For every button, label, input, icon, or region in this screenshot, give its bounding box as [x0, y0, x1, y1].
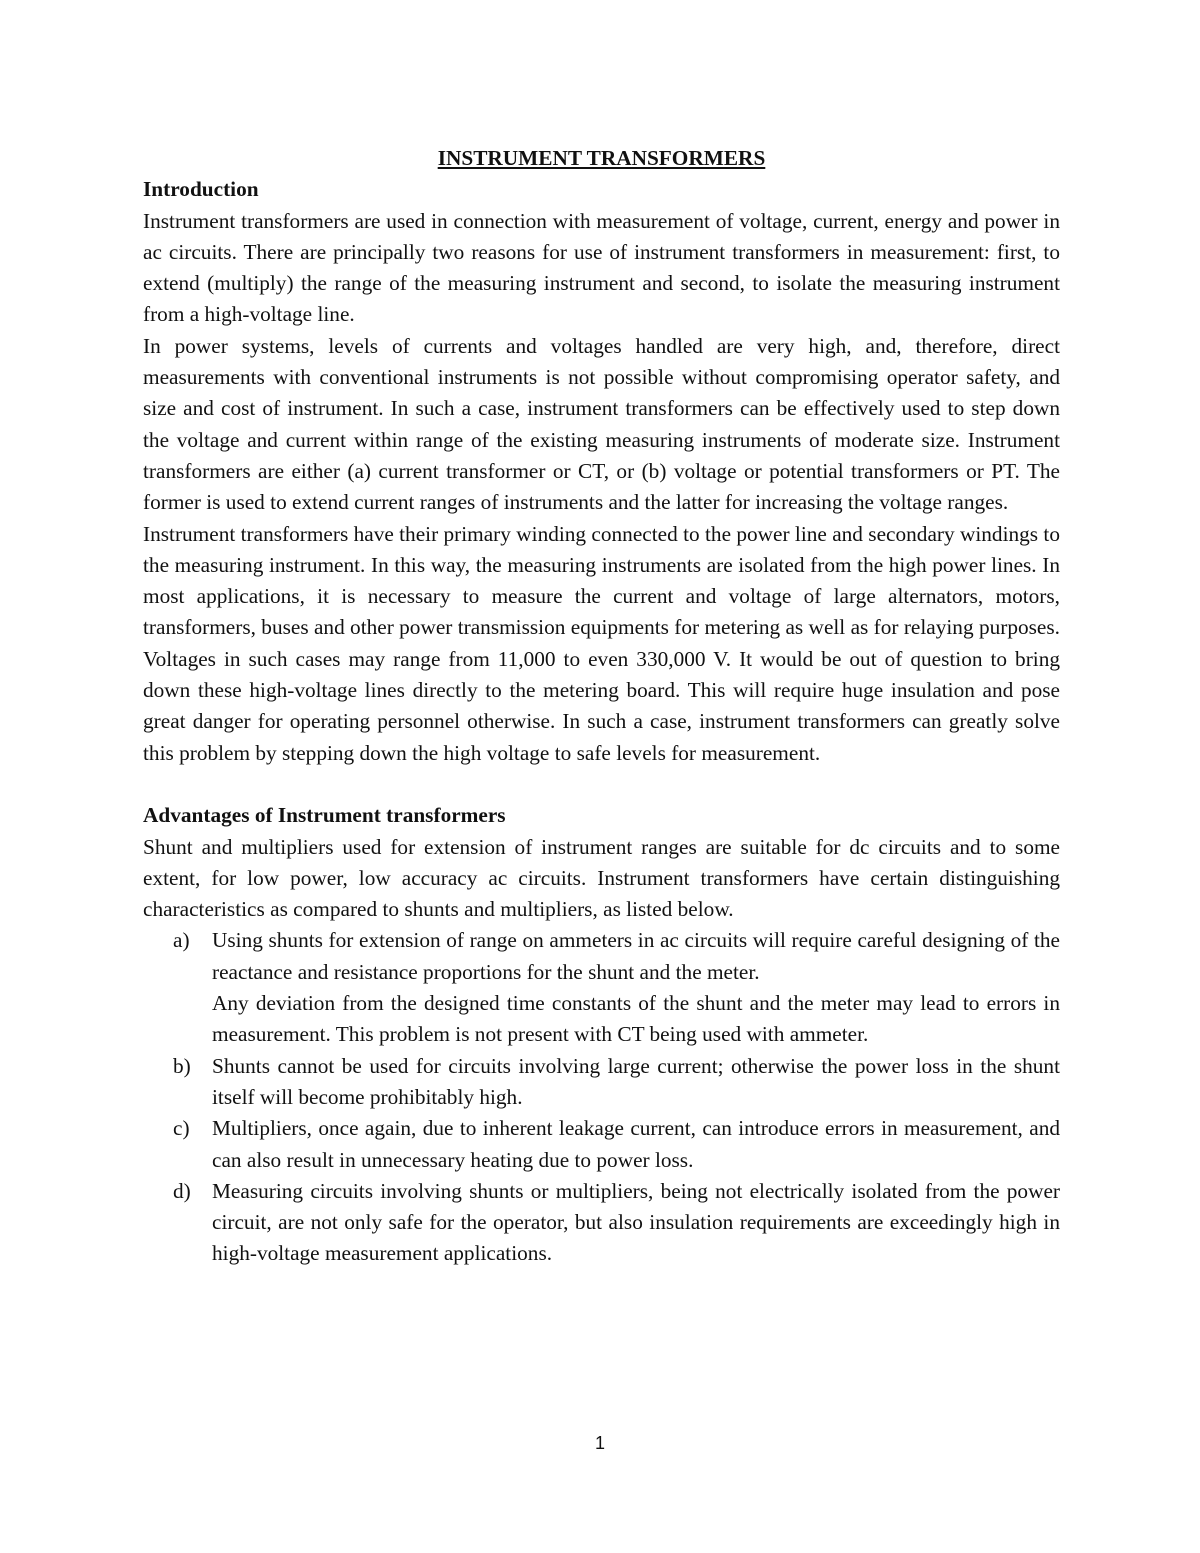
- intro-paragraph-1: Instrument transformers are used in connection with measurement of voltage, current, energy and power in ac circuits. There are principally two reasons for use of instrument transformers in measurement: first, to extend (multiply) the range of the measuring instrument and second, to isolate the measuring instrument from a high-voltage line.: [143, 208, 1060, 327]
- list-marker: a): [173, 928, 190, 953]
- list-marker: b): [173, 1053, 191, 1078]
- advantages-list: [143, 925, 1060, 1269]
- list-marker: c): [173, 1116, 190, 1141]
- page-number: 1: [594, 1433, 605, 1453]
- intro-heading: Introduction: [143, 177, 259, 202]
- page-title: INSTRUMENT TRANSFORMERS: [437, 146, 766, 170]
- intro-paragraph-2: In power systems, levels of currents and voltages handled are very high, and, therefore, direct measurements with conventional instruments is not possible without compromising operator safety, and size and cost of instrument. In such a case, instrument transformers can be effectively used to step down the voltage and current within range of the existing measuring instruments of moderate size. Instrument transformers are either (a) current transformer or CT, or (b) voltage or potential transformers or PT. The former is used to extend current ranges of instruments and the latter for increasing the voltage ranges.: [143, 333, 1060, 515]
- advantages-heading: Advantages of Instrument transformers: [143, 803, 506, 828]
- list-item-text: Using shunts for extension of range on ammeters in ac circuits will require careful designing of the reactance and resistance proportions for the shunt and the meter.: [212, 928, 1060, 984]
- list-item: [143, 1113, 1060, 1176]
- list-item-text: Shunts cannot be used for circuits involving large current; otherwise the power loss in the shunt itself will become prohibitably high.: [212, 1053, 1060, 1109]
- list-item-text: Measuring circuits involving shunts or multipliers, being not electrically isolated from the power circuit, are not only safe for the operator, but also insulation requirements are exceedingly high in high-voltage measurement applications.: [212, 1178, 1060, 1266]
- list-item-subtext: Any deviation from the designed time constants of the shunt and the meter may lead to errors in measurement. This problem is not present with CT being used with ammeter.: [212, 991, 1060, 1047]
- list-marker: d): [173, 1178, 191, 1203]
- list-item: [143, 1176, 1060, 1270]
- page-content: [143, 143, 1060, 1270]
- advantages-paragraph: Shunt and multipliers used for extension of instrument ranges are suitable for dc circuits and to some extent, for low power, low accuracy ac circuits. Instrument transformers have certain distinguishing characteristics as compared to shunts and multipliers, as listed below.: [143, 834, 1060, 922]
- intro-paragraph-3: Instrument transformers have their primary winding connected to the power line and secondary windings to the measuring instrument. In this way, the measuring instruments are isolated from the high power lines. In most applications, it is necessary to measure the current and voltage of large alternators, motors, transformers, buses and other power transmission equipments for metering as well as for relaying purposes. Voltages in such cases may range from 11,000 to even 330,000 V. It would be out of question to bring down these high-voltage lines directly to the metering board. This will require huge insulation and pose great danger for operating personnel otherwise. In such a case, instrument transformers can greatly solve this problem by stepping down the high voltage to safe levels for measurement.: [143, 521, 1060, 765]
- section-spacer: [143, 769, 1060, 800]
- list-item: [143, 925, 1060, 1050]
- list-item-text: Multipliers, once again, due to inherent leakage current, can introduce errors in measurement, and can also result in unnecessary heating due to power loss.: [212, 1116, 1060, 1172]
- list-item: [143, 1051, 1060, 1114]
